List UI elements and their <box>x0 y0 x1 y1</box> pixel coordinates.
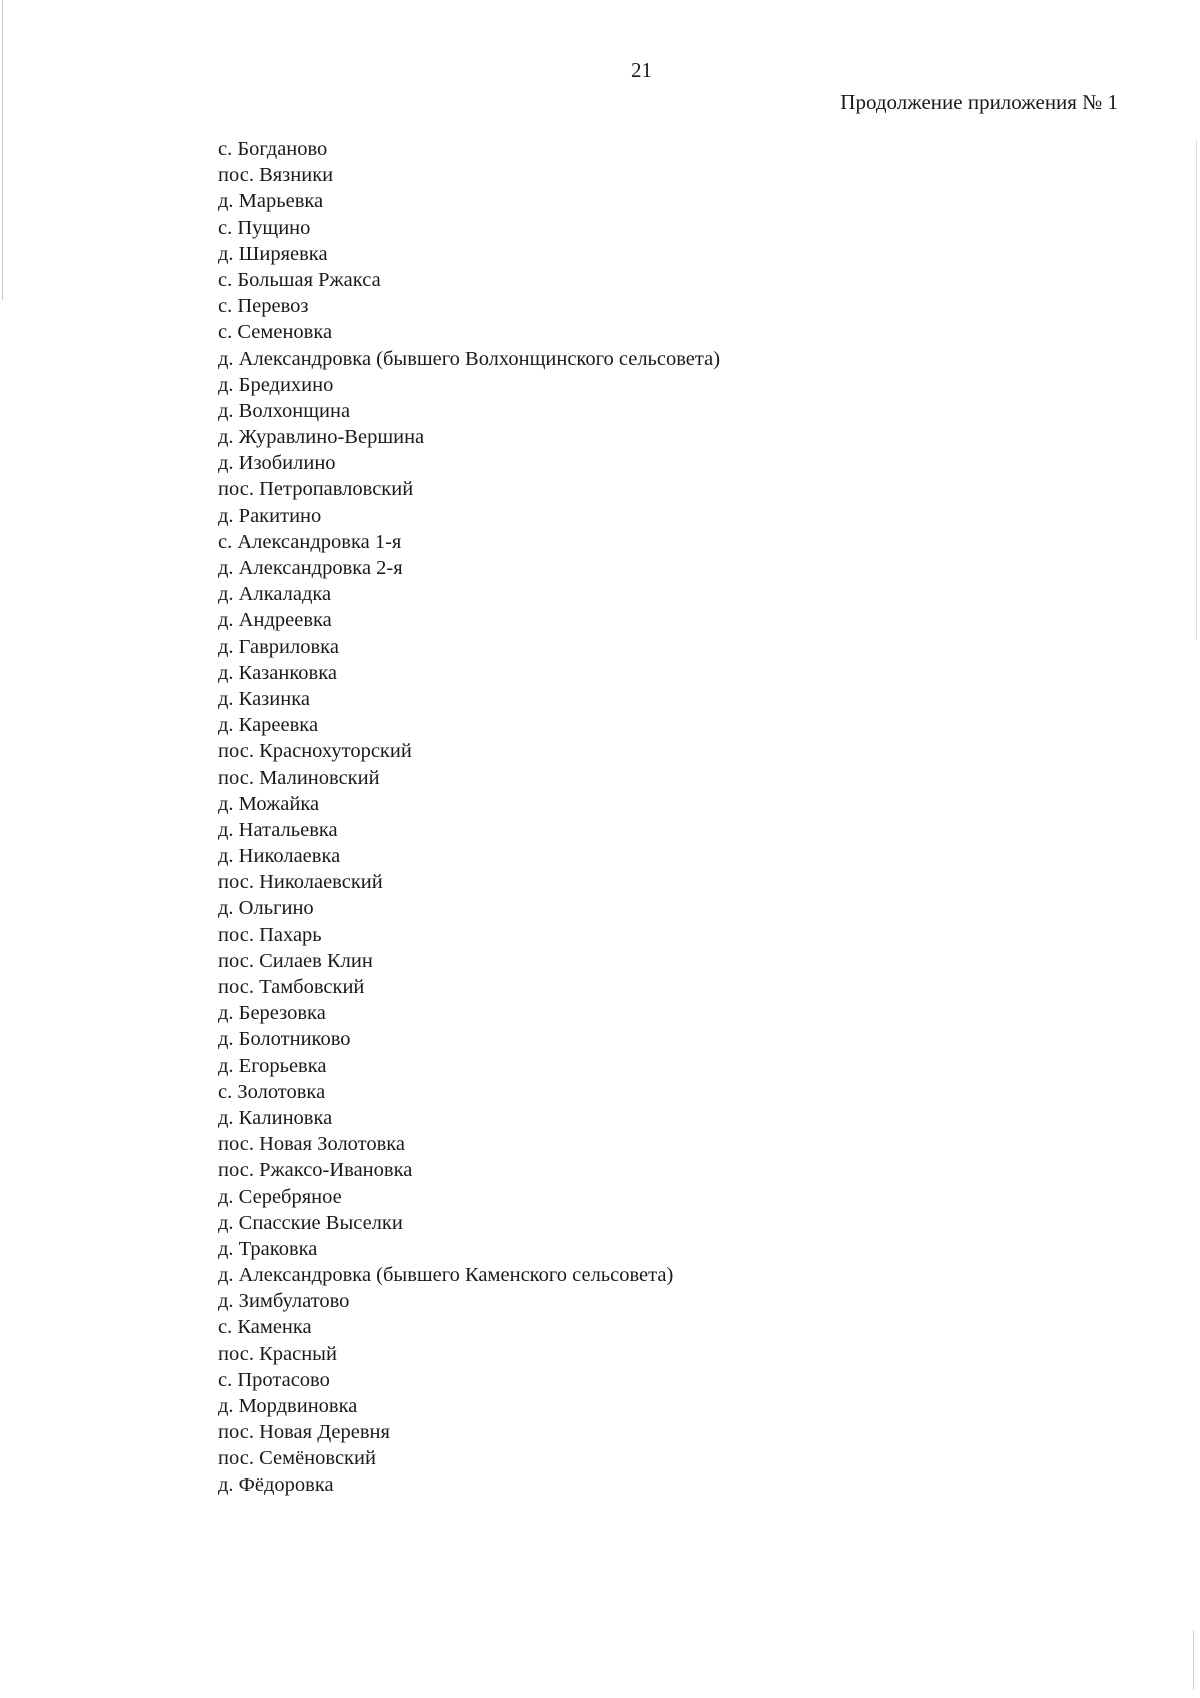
settlement-item: д. Ольгино <box>218 897 314 920</box>
scan-edge-right <box>1196 140 1197 640</box>
settlement-item: д. Серебряное <box>218 1185 342 1208</box>
settlement-item: д. Александровка 2-я <box>218 557 403 579</box>
settlement-item: д. Казанковка <box>218 661 337 684</box>
settlement-item: с. Золотовка <box>218 1080 326 1103</box>
settlement-item: д. Натальевка <box>218 818 338 841</box>
settlement-item: с. Семеновка <box>218 321 333 344</box>
settlement-item: пос. Вязники <box>218 164 334 187</box>
settlement-item: пос. Ржаксо-Ивановка <box>218 1159 413 1182</box>
scan-edge-left <box>2 0 3 300</box>
appendix-continuation-label: Продолжение приложения № 1 <box>840 90 1118 114</box>
settlement-item: д. Болотниково <box>218 1028 351 1051</box>
settlement-item: д. Марьевка <box>218 190 324 213</box>
settlement-item: пос. Красный <box>218 1342 337 1365</box>
settlement-item: д. Можайка <box>218 792 320 815</box>
settlement-item: пос. Краснохуторский <box>218 740 412 763</box>
settlement-item: пос. Тамбовский <box>218 976 365 998</box>
settlement-item: д. Алкаладка <box>218 583 332 606</box>
settlement-item: д. Николаевка <box>218 845 341 868</box>
settlement-item: д. Мордвиновка <box>218 1395 358 1417</box>
settlement-item: д. Изобилино <box>218 452 336 475</box>
settlement-item: д. Казинка <box>218 687 310 710</box>
settlement-item: пос. Пахарь <box>218 923 322 946</box>
settlement-item: д. Зимбулатово <box>218 1290 350 1313</box>
settlement-item: пос. Малиновский <box>218 766 380 789</box>
settlement-item: с. Богданово <box>218 138 328 160</box>
settlement-item: д. Березовка <box>218 1002 326 1025</box>
settlement-item: д. Фёдоровка <box>218 1473 334 1496</box>
settlement-item: д. Ракитино <box>218 504 322 527</box>
settlement-item: д. Кареевка <box>218 714 319 737</box>
page-number: 21 <box>631 58 652 82</box>
settlement-item: с. Большая Ржакса <box>218 268 381 291</box>
settlement-item: пос. Семёновский <box>218 1447 376 1470</box>
settlement-item: д. Волхонщина <box>218 399 351 422</box>
settlement-item: с. Александровка 1-я <box>218 530 402 553</box>
settlement-item: с. Пущино <box>218 216 311 239</box>
scan-edge-right-bottom <box>1193 1630 1194 1690</box>
settlement-item: д. Александровка (бывшего Волхонщинского сельсовета) <box>218 347 721 370</box>
settlement-item: д. Александровка (бывшего Каменского сельсовета) <box>218 1264 674 1287</box>
settlement-item: д. Егорьевка <box>218 1054 327 1077</box>
settlement-item: д. Траковка <box>218 1237 318 1260</box>
settlement-item: д. Бредихино <box>218 373 334 396</box>
settlement-item: с. Каменка <box>218 1316 312 1339</box>
settlement-item: пос. Новая Золотовка <box>218 1133 406 1156</box>
settlement-item: д. Калиновка <box>218 1106 333 1129</box>
settlement-item: д. Ширяевка <box>218 242 328 265</box>
settlement-item: с. Протасово <box>218 1368 330 1391</box>
settlement-item: пос. Силаев Клин <box>218 949 373 972</box>
settlement-item: д. Андреевка <box>218 609 332 632</box>
settlement-item: пос. Петропавловский <box>218 478 414 501</box>
settlement-list <box>218 136 720 1498</box>
settlement-item: д. Гавриловка <box>218 635 339 658</box>
settlement-item: пос. Николаевский <box>218 871 383 894</box>
settlement-item: д. Журавлино-Вершина <box>218 426 425 449</box>
settlement-item: с. Перевоз <box>218 295 309 318</box>
settlement-item: д. Спасские Выселки <box>218 1211 403 1234</box>
settlement-item: пос. Новая Деревня <box>218 1421 390 1444</box>
